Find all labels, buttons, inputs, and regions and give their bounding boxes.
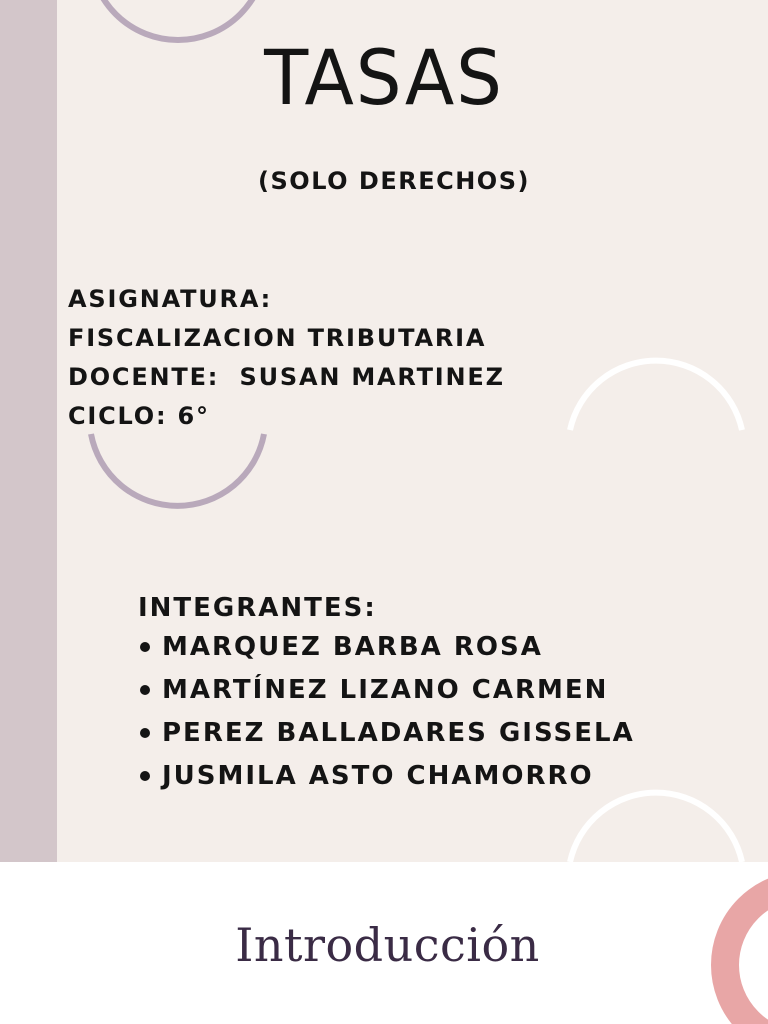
bullet-icon (140, 642, 150, 652)
members-section (138, 590, 635, 798)
member-list (138, 626, 635, 798)
info-line-subject-label: ASIGNATURA: (68, 285, 273, 313)
list-item (162, 712, 635, 755)
right-white-arc-decoration (570, 361, 742, 430)
top-ring-decoration (90, 0, 266, 40)
bullet-icon (140, 728, 150, 738)
bottom-white-arc-decoration (570, 793, 742, 862)
member-name: MARQUEZ BARBA ROSA (162, 632, 543, 662)
member-name: JUSMILA ASTO CHAMORRO (162, 761, 594, 791)
bullet-icon (140, 771, 150, 781)
info-line-subject: FISCALIZACION TRIBUTARIA (68, 324, 487, 352)
info-line-teacher: DOCENTE: SUSAN MARTINEZ (68, 363, 505, 391)
info-line-cycle: CICLO: 6° (68, 402, 210, 430)
member-name: MARTÍNEZ LIZANO CARMEN (162, 675, 609, 705)
course-info (68, 280, 505, 436)
list-item (162, 626, 635, 669)
next-page-heading: Introducción (235, 918, 540, 972)
list-item (162, 669, 635, 712)
page-title: TASAS (264, 33, 504, 122)
member-name: PEREZ BALLADARES GISSELA (162, 718, 635, 748)
list-item (162, 755, 635, 798)
bullet-icon (140, 685, 150, 695)
middle-arc-decoration (91, 434, 264, 506)
members-label: INTEGRANTES: (138, 593, 377, 623)
page-subtitle: (SOLO DERECHOS) (258, 167, 530, 195)
